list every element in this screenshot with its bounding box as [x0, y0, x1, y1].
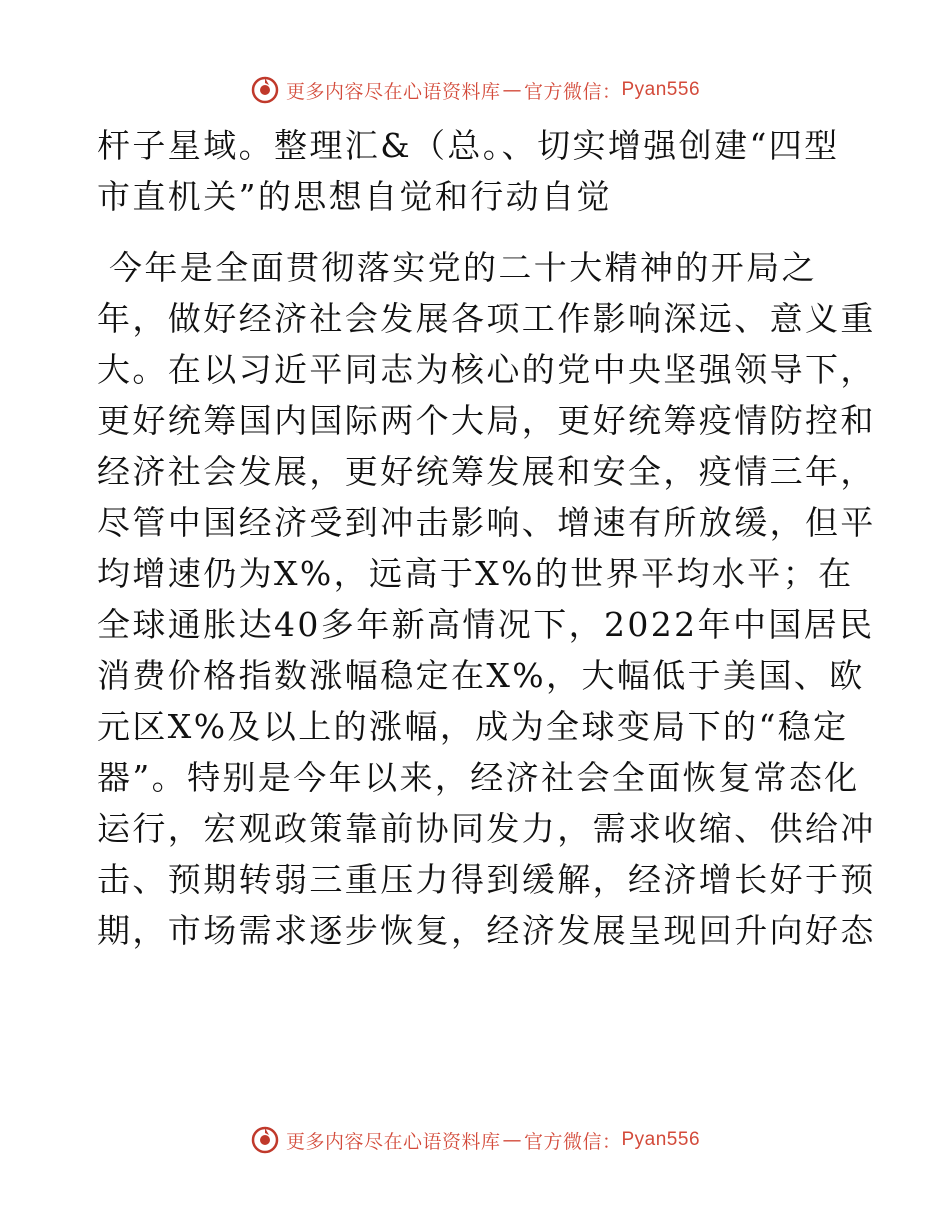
- watermark-official: 官方微信：: [523, 80, 622, 103]
- body-line: 击、预期转弱三重压力得到缓解，经济增长好于预: [97, 860, 876, 899]
- body-line: 期，市场需求逐步恢复，经济发展呈现回升向好态: [97, 911, 876, 950]
- watermark-text: 更多内容尽在心语资料库: [285, 1130, 501, 1153]
- body-line: 消费价格指数涨幅稳定在X%，大幅低于美国、欧: [97, 656, 865, 695]
- body-line: 大。在以习近平同志为核心的党中央坚强领导下，: [97, 350, 876, 389]
- watermark-text: 更多内容尽在心语资料库: [285, 80, 501, 103]
- title-line: 市直机关”的思想自觉和行动自觉: [97, 177, 612, 216]
- body-line: 全球通胀达40多年新高情况下，2022年中国居民: [97, 605, 875, 644]
- paragraph: [97, 242, 876, 956]
- body-line: 元区X%及以上的涨幅，成为全球变局下的“稳定: [97, 707, 849, 746]
- watermark-official: 官方微信：: [523, 1130, 622, 1153]
- header-watermark: [0, 70, 950, 110]
- logo-icon: [250, 75, 280, 105]
- body-line: 今年是全面贯彻落实党的二十大精神的开局之: [109, 248, 817, 287]
- logo-icon: [250, 1125, 280, 1155]
- watermark-id: Pyan556: [621, 1129, 701, 1150]
- watermark-dash: —: [502, 79, 522, 101]
- body-line: 运行，宏观政策靠前协同发力，需求收缩、供给冲: [97, 809, 876, 848]
- body-line: 经济社会发展，更好统筹发展和安全，疫情三年，: [97, 452, 876, 491]
- footer-watermark: [0, 1120, 950, 1160]
- body-line: 均增速仍为X%，远高于X%的世界平均水平；在: [97, 554, 854, 593]
- section-title: [97, 120, 867, 222]
- body-line: 年，做好经济社会发展各项工作影响深远、意义重: [97, 299, 876, 338]
- body-line: 器”。特别是今年以来，经济社会全面恢复常态化: [97, 758, 860, 797]
- body-line: 更好统筹国内国际两个大局，更好统筹疫情防控和: [97, 401, 876, 440]
- watermark-dash: —: [502, 1129, 522, 1151]
- body-line: 尽管中国经济受到冲击影响、增速有所放缓，但平: [97, 503, 876, 542]
- watermark-id: Pyan556: [621, 79, 701, 100]
- document-body: [97, 120, 876, 956]
- title-line: 杆子星域。整理汇&（总。、切实增强创建“四型: [97, 126, 840, 165]
